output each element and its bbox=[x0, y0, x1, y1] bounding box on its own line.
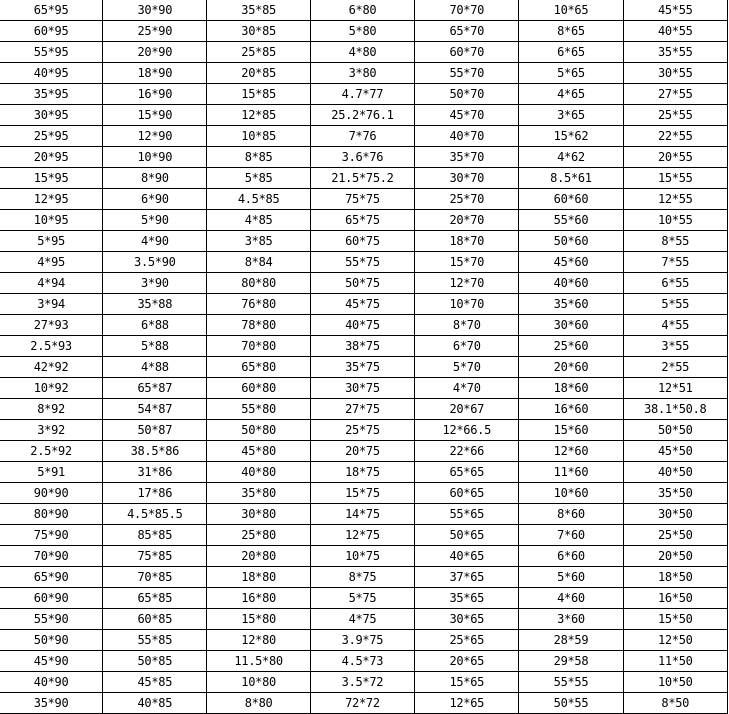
table-cell: 4*70 bbox=[415, 378, 519, 399]
table-cell: 30*90 bbox=[103, 0, 207, 21]
table-row bbox=[0, 84, 728, 105]
table-cell: 6*88 bbox=[103, 315, 207, 336]
table-cell: 15*90 bbox=[103, 105, 207, 126]
table-cell: 6*65 bbox=[519, 42, 623, 63]
table-cell: 6*70 bbox=[415, 336, 519, 357]
table-cell: 65*90 bbox=[0, 567, 103, 588]
table-cell: 55*80 bbox=[207, 399, 310, 420]
table-row bbox=[0, 693, 728, 714]
table-cell: 8*70 bbox=[415, 315, 519, 336]
table-cell: 18*75 bbox=[310, 462, 414, 483]
table-cell: 4*85 bbox=[207, 210, 310, 231]
table-row bbox=[0, 315, 728, 336]
table-cell: 15*80 bbox=[207, 609, 310, 630]
table-row bbox=[0, 504, 728, 525]
table-row bbox=[0, 273, 728, 294]
table-row bbox=[0, 231, 728, 252]
table-cell: 11.5*80 bbox=[207, 651, 310, 672]
table-cell: 4*80 bbox=[310, 42, 414, 63]
table-cell: 38.1*50.8 bbox=[623, 399, 727, 420]
table-cell: 25*90 bbox=[103, 21, 207, 42]
table-cell: 4*60 bbox=[519, 588, 623, 609]
table-cell: 60*90 bbox=[0, 588, 103, 609]
table-cell: 5*60 bbox=[519, 567, 623, 588]
table-cell: 55*75 bbox=[310, 252, 414, 273]
table-cell: 35*85 bbox=[207, 0, 310, 21]
table-row bbox=[0, 147, 728, 168]
table-cell: 5*85 bbox=[207, 168, 310, 189]
table-row bbox=[0, 567, 728, 588]
table-cell: 15*55 bbox=[623, 168, 727, 189]
table-cell: 18*90 bbox=[103, 63, 207, 84]
table-cell: 45*75 bbox=[310, 294, 414, 315]
table-cell: 3.5*72 bbox=[310, 672, 414, 693]
table-cell: 55*60 bbox=[519, 210, 623, 231]
table-cell: 20*67 bbox=[415, 399, 519, 420]
table-cell: 12*51 bbox=[623, 378, 727, 399]
table-cell: 38.5*86 bbox=[103, 441, 207, 462]
table-cell: 4*75 bbox=[310, 609, 414, 630]
table-cell: 25*75 bbox=[310, 420, 414, 441]
table-cell: 3*90 bbox=[103, 273, 207, 294]
table-cell: 65*95 bbox=[0, 0, 103, 21]
table-cell: 50*50 bbox=[623, 420, 727, 441]
table-cell: 75*90 bbox=[0, 525, 103, 546]
table-cell: 12*60 bbox=[519, 441, 623, 462]
table-row bbox=[0, 672, 728, 693]
table-cell: 5*88 bbox=[103, 336, 207, 357]
table-cell: 4*65 bbox=[519, 84, 623, 105]
table-row bbox=[0, 0, 728, 21]
table-cell: 40*85 bbox=[103, 693, 207, 714]
table-cell: 3*55 bbox=[623, 336, 727, 357]
table-cell: 15*65 bbox=[415, 672, 519, 693]
table-cell: 4*55 bbox=[623, 315, 727, 336]
table-cell: 30*80 bbox=[207, 504, 310, 525]
table-cell: 54*87 bbox=[103, 399, 207, 420]
table-cell: 4*62 bbox=[519, 147, 623, 168]
table-cell: 35*60 bbox=[519, 294, 623, 315]
table-cell: 40*50 bbox=[623, 462, 727, 483]
table-cell: 70*80 bbox=[207, 336, 310, 357]
table-cell: 40*75 bbox=[310, 315, 414, 336]
table-row bbox=[0, 357, 728, 378]
table-cell: 20*85 bbox=[207, 63, 310, 84]
table-cell: 2.5*93 bbox=[0, 336, 103, 357]
table-cell: 42*92 bbox=[0, 357, 103, 378]
table-cell: 27*93 bbox=[0, 315, 103, 336]
table-cell: 16*90 bbox=[103, 84, 207, 105]
table-cell: 50*65 bbox=[415, 525, 519, 546]
table-cell: 3*60 bbox=[519, 609, 623, 630]
table-cell: 15*75 bbox=[310, 483, 414, 504]
table-row bbox=[0, 630, 728, 651]
table-cell: 50*60 bbox=[519, 231, 623, 252]
table-row bbox=[0, 21, 728, 42]
table-cell: 18*60 bbox=[519, 378, 623, 399]
table-cell: 10*95 bbox=[0, 210, 103, 231]
table-cell: 8*92 bbox=[0, 399, 103, 420]
table-cell: 20*80 bbox=[207, 546, 310, 567]
table-cell: 40*70 bbox=[415, 126, 519, 147]
table-cell: 10*80 bbox=[207, 672, 310, 693]
table-cell: 8*50 bbox=[623, 693, 727, 714]
table-cell: 55*90 bbox=[0, 609, 103, 630]
table-row bbox=[0, 105, 728, 126]
table-cell: 4*88 bbox=[103, 357, 207, 378]
table-cell: 50*75 bbox=[310, 273, 414, 294]
table-cell: 15*60 bbox=[519, 420, 623, 441]
table-cell: 5*80 bbox=[310, 21, 414, 42]
table-cell: 55*70 bbox=[415, 63, 519, 84]
table-cell: 45*60 bbox=[519, 252, 623, 273]
table-cell: 35*50 bbox=[623, 483, 727, 504]
table-cell: 50*85 bbox=[103, 651, 207, 672]
table-cell: 17*86 bbox=[103, 483, 207, 504]
table-cell: 6*55 bbox=[623, 273, 727, 294]
table-cell: 20*55 bbox=[623, 147, 727, 168]
table-cell: 12*75 bbox=[310, 525, 414, 546]
table-row bbox=[0, 651, 728, 672]
table-cell: 10*50 bbox=[623, 672, 727, 693]
table-cell: 55*65 bbox=[415, 504, 519, 525]
table-cell: 70*90 bbox=[0, 546, 103, 567]
table-cell: 50*70 bbox=[415, 84, 519, 105]
table-cell: 60*70 bbox=[415, 42, 519, 63]
table-cell: 65*65 bbox=[415, 462, 519, 483]
table-cell: 35*70 bbox=[415, 147, 519, 168]
table-cell: 4.5*85.5 bbox=[103, 504, 207, 525]
table-row bbox=[0, 42, 728, 63]
table-cell: 3.6*76 bbox=[310, 147, 414, 168]
table-cell: 60*60 bbox=[519, 189, 623, 210]
table-cell: 20*75 bbox=[310, 441, 414, 462]
table-cell: 16*80 bbox=[207, 588, 310, 609]
table-cell: 45*80 bbox=[207, 441, 310, 462]
table-cell: 25*55 bbox=[623, 105, 727, 126]
table-cell: 25*80 bbox=[207, 525, 310, 546]
table-cell: 25*85 bbox=[207, 42, 310, 63]
table-cell: 10*85 bbox=[207, 126, 310, 147]
table-cell: 45*55 bbox=[623, 0, 727, 21]
table-cell: 50*87 bbox=[103, 420, 207, 441]
table-cell: 12*55 bbox=[623, 189, 727, 210]
table-cell: 40*60 bbox=[519, 273, 623, 294]
table-row bbox=[0, 525, 728, 546]
table-cell: 65*85 bbox=[103, 588, 207, 609]
table-cell: 15*85 bbox=[207, 84, 310, 105]
table-cell: 14*75 bbox=[310, 504, 414, 525]
table-cell: 70*85 bbox=[103, 567, 207, 588]
table-cell: 30*70 bbox=[415, 168, 519, 189]
table-row bbox=[0, 546, 728, 567]
table-cell: 65*80 bbox=[207, 357, 310, 378]
table-cell: 35*75 bbox=[310, 357, 414, 378]
table-cell: 30*95 bbox=[0, 105, 103, 126]
table-cell: 30*60 bbox=[519, 315, 623, 336]
table-cell: 10*90 bbox=[103, 147, 207, 168]
table-cell: 8*90 bbox=[103, 168, 207, 189]
table-cell: 8*60 bbox=[519, 504, 623, 525]
table-row bbox=[0, 588, 728, 609]
table-cell: 35*80 bbox=[207, 483, 310, 504]
table-row bbox=[0, 483, 728, 504]
table-cell: 22*66 bbox=[415, 441, 519, 462]
table-cell: 20*60 bbox=[519, 357, 623, 378]
table-cell: 10*70 bbox=[415, 294, 519, 315]
table-cell: 4.5*73 bbox=[310, 651, 414, 672]
table-cell: 30*75 bbox=[310, 378, 414, 399]
table-cell: 40*65 bbox=[415, 546, 519, 567]
table-cell: 5*65 bbox=[519, 63, 623, 84]
table-cell: 22*55 bbox=[623, 126, 727, 147]
table-cell: 50*80 bbox=[207, 420, 310, 441]
table-cell: 10*92 bbox=[0, 378, 103, 399]
table-cell: 2*55 bbox=[623, 357, 727, 378]
table-cell: 45*85 bbox=[103, 672, 207, 693]
table-cell: 10*55 bbox=[623, 210, 727, 231]
table-cell: 4.5*85 bbox=[207, 189, 310, 210]
table-cell: 45*90 bbox=[0, 651, 103, 672]
table-cell: 4*90 bbox=[103, 231, 207, 252]
table-cell: 5*95 bbox=[0, 231, 103, 252]
table-cell: 21.5*75.2 bbox=[310, 168, 414, 189]
table-cell: 7*76 bbox=[310, 126, 414, 147]
table-cell: 80*90 bbox=[0, 504, 103, 525]
table-cell: 10*65 bbox=[519, 0, 623, 21]
table-cell: 50*55 bbox=[519, 693, 623, 714]
table-cell: 20*50 bbox=[623, 546, 727, 567]
table-cell: 12*90 bbox=[103, 126, 207, 147]
table-cell: 15*62 bbox=[519, 126, 623, 147]
table-cell: 76*80 bbox=[207, 294, 310, 315]
table-cell: 6*60 bbox=[519, 546, 623, 567]
table-cell: 80*80 bbox=[207, 273, 310, 294]
table-cell: 29*58 bbox=[519, 651, 623, 672]
table-row bbox=[0, 252, 728, 273]
table-cell: 3*94 bbox=[0, 294, 103, 315]
table-cell: 12*66.5 bbox=[415, 420, 519, 441]
table-cell: 12*65 bbox=[415, 693, 519, 714]
table-cell: 50*90 bbox=[0, 630, 103, 651]
table-cell: 27*75 bbox=[310, 399, 414, 420]
table-row bbox=[0, 168, 728, 189]
table-cell: 3.9*75 bbox=[310, 630, 414, 651]
table-cell: 5*55 bbox=[623, 294, 727, 315]
table-cell: 45*50 bbox=[623, 441, 727, 462]
table-cell: 8*85 bbox=[207, 147, 310, 168]
table-row bbox=[0, 210, 728, 231]
table-cell: 65*87 bbox=[103, 378, 207, 399]
table-row bbox=[0, 420, 728, 441]
table-cell: 35*88 bbox=[103, 294, 207, 315]
table-cell: 25*50 bbox=[623, 525, 727, 546]
table-cell: 3.5*90 bbox=[103, 252, 207, 273]
table-cell: 27*55 bbox=[623, 84, 727, 105]
table-cell: 25.2*76.1 bbox=[310, 105, 414, 126]
table-cell: 40*80 bbox=[207, 462, 310, 483]
table-cell: 70*70 bbox=[415, 0, 519, 21]
table-cell: 40*90 bbox=[0, 672, 103, 693]
table-cell: 40*55 bbox=[623, 21, 727, 42]
table-cell: 10*75 bbox=[310, 546, 414, 567]
table-cell: 6*80 bbox=[310, 0, 414, 21]
table-cell: 18*80 bbox=[207, 567, 310, 588]
table-cell: 85*85 bbox=[103, 525, 207, 546]
table-cell: 18*70 bbox=[415, 231, 519, 252]
table-cell: 65*70 bbox=[415, 21, 519, 42]
table-cell: 12*85 bbox=[207, 105, 310, 126]
table-cell: 2.5*92 bbox=[0, 441, 103, 462]
table-row bbox=[0, 399, 728, 420]
table-cell: 5*90 bbox=[103, 210, 207, 231]
table-cell: 10*60 bbox=[519, 483, 623, 504]
table-cell: 3*92 bbox=[0, 420, 103, 441]
table-cell: 8*80 bbox=[207, 693, 310, 714]
table-cell: 30*50 bbox=[623, 504, 727, 525]
table-row bbox=[0, 441, 728, 462]
table-cell: 5*70 bbox=[415, 357, 519, 378]
table-cell: 30*85 bbox=[207, 21, 310, 42]
table-cell: 16*60 bbox=[519, 399, 623, 420]
table-row bbox=[0, 609, 728, 630]
table-cell: 5*91 bbox=[0, 462, 103, 483]
table-cell: 25*60 bbox=[519, 336, 623, 357]
table-cell: 8*65 bbox=[519, 21, 623, 42]
table-cell: 60*65 bbox=[415, 483, 519, 504]
table-cell: 20*90 bbox=[103, 42, 207, 63]
table-cell: 35*55 bbox=[623, 42, 727, 63]
table-row bbox=[0, 336, 728, 357]
table-cell: 12*50 bbox=[623, 630, 727, 651]
table-cell: 40*95 bbox=[0, 63, 103, 84]
table-row bbox=[0, 462, 728, 483]
table-cell: 20*70 bbox=[415, 210, 519, 231]
table-cell: 4.7*77 bbox=[310, 84, 414, 105]
table-cell: 15*70 bbox=[415, 252, 519, 273]
table-row bbox=[0, 189, 728, 210]
table-cell: 4*95 bbox=[0, 252, 103, 273]
table-cell: 3*65 bbox=[519, 105, 623, 126]
table-cell: 6*90 bbox=[103, 189, 207, 210]
table-cell: 30*55 bbox=[623, 63, 727, 84]
table-cell: 30*65 bbox=[415, 609, 519, 630]
table-cell: 78*80 bbox=[207, 315, 310, 336]
table-cell: 37*65 bbox=[415, 567, 519, 588]
table-cell: 12*80 bbox=[207, 630, 310, 651]
table-cell: 5*75 bbox=[310, 588, 414, 609]
table-cell: 20*95 bbox=[0, 147, 103, 168]
table-cell: 16*50 bbox=[623, 588, 727, 609]
table-cell: 7*55 bbox=[623, 252, 727, 273]
table-cell: 75*75 bbox=[310, 189, 414, 210]
table-cell: 15*95 bbox=[0, 168, 103, 189]
table-row bbox=[0, 126, 728, 147]
table-cell: 8.5*61 bbox=[519, 168, 623, 189]
table-cell: 15*50 bbox=[623, 609, 727, 630]
table-cell: 55*85 bbox=[103, 630, 207, 651]
table-cell: 35*65 bbox=[415, 588, 519, 609]
table-cell: 31*86 bbox=[103, 462, 207, 483]
table-cell: 11*60 bbox=[519, 462, 623, 483]
table-cell: 25*65 bbox=[415, 630, 519, 651]
table-cell: 55*95 bbox=[0, 42, 103, 63]
table-row bbox=[0, 294, 728, 315]
table-cell: 20*65 bbox=[415, 651, 519, 672]
table-cell: 25*95 bbox=[0, 126, 103, 147]
table-cell: 90*90 bbox=[0, 483, 103, 504]
table-cell: 38*75 bbox=[310, 336, 414, 357]
table-cell: 7*60 bbox=[519, 525, 623, 546]
table-cell: 72*72 bbox=[310, 693, 414, 714]
table-cell: 8*84 bbox=[207, 252, 310, 273]
table-cell: 60*95 bbox=[0, 21, 103, 42]
table-row bbox=[0, 63, 728, 84]
table-cell: 28*59 bbox=[519, 630, 623, 651]
table-cell: 35*90 bbox=[0, 693, 103, 714]
table-cell: 65*75 bbox=[310, 210, 414, 231]
table-cell: 60*85 bbox=[103, 609, 207, 630]
table-cell: 8*75 bbox=[310, 567, 414, 588]
table-cell: 60*80 bbox=[207, 378, 310, 399]
table-cell: 18*50 bbox=[623, 567, 727, 588]
table-cell: 11*50 bbox=[623, 651, 727, 672]
table-cell: 60*75 bbox=[310, 231, 414, 252]
table-cell: 55*55 bbox=[519, 672, 623, 693]
table-cell: 75*85 bbox=[103, 546, 207, 567]
table-cell: 3*85 bbox=[207, 231, 310, 252]
table-cell: 25*70 bbox=[415, 189, 519, 210]
table-cell: 3*80 bbox=[310, 63, 414, 84]
table-cell: 12*95 bbox=[0, 189, 103, 210]
table-cell: 12*70 bbox=[415, 273, 519, 294]
table-cell: 4*94 bbox=[0, 273, 103, 294]
table-cell: 8*55 bbox=[623, 231, 727, 252]
table-cell: 35*95 bbox=[0, 84, 103, 105]
table-row bbox=[0, 378, 728, 399]
table-cell: 45*70 bbox=[415, 105, 519, 126]
